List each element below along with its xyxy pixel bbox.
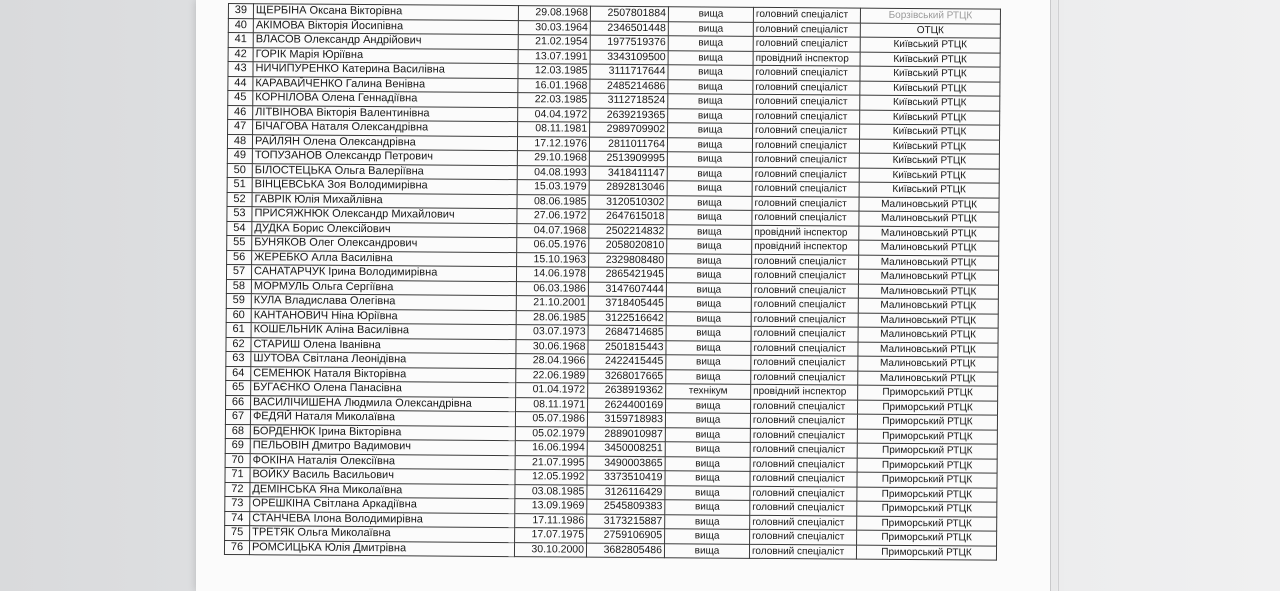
tax-code-cell: 3159718983 [587,412,665,427]
row-number-cell: 64 [226,366,251,381]
department-cell: Київський РТЦК [860,52,1000,68]
department-cell: Малиновський РТЦК [858,298,998,314]
position-cell: головний спеціаліст [751,297,858,312]
row-number-cell: 60 [226,308,251,323]
tax-code-cell: 2513909995 [589,151,667,166]
birth-date-cell: 30.10.2000 [514,542,586,557]
row-number-cell: 75 [225,525,250,540]
department-cell: Приморський РТЦК [858,385,998,401]
tax-code-cell: 3268017665 [588,369,666,384]
department-cell: Малиновський РТЦК [858,269,998,285]
education-cell: вища [668,123,753,138]
department-cell: Приморський РТЦК [857,458,997,474]
position-cell: головний спеціаліст [752,254,859,269]
row-number-cell: 74 [225,511,250,526]
department-cell: Київський РТЦК [859,139,999,155]
row-number-cell: 66 [226,395,251,410]
row-number-cell: 46 [228,105,253,120]
tax-code-cell: 3126116429 [587,485,665,500]
education-cell: вища [665,529,750,544]
row-number-cell: 48 [227,134,252,149]
department-cell: Київський РТЦК [860,81,1000,97]
row-number-cell: 57 [226,264,251,279]
position-cell: головний спеціаліст [751,399,858,414]
department-cell: ОТЦК [860,23,1000,39]
position-cell: головний спеціаліст [751,268,858,283]
education-cell: вища [664,543,749,558]
row-number-cell: 65 [226,380,251,395]
row-number-cell: 51 [227,177,252,192]
birth-date-cell: 08.11.1981 [518,122,590,137]
tax-code-cell: 2865421945 [588,267,666,282]
position-cell: головний спеціаліст [751,355,858,370]
employee-name-cell: АКІМОВА Вікторія Йосипівна [253,18,518,34]
education-cell: вища [666,398,751,413]
position-cell: головний спеціаліст [752,210,859,225]
row-number-cell: 53 [227,206,252,221]
tax-code-cell: 3418411147 [589,166,667,181]
row-number-cell: 49 [227,148,252,163]
education-cell: вища [667,239,752,254]
birth-date-cell: 05.02.1979 [515,426,587,441]
education-cell: вища [667,210,752,225]
tax-code-cell: 3122516642 [588,311,666,326]
tax-code-cell: 1977519376 [590,35,668,50]
employee-name-cell: ТОПУЗАНОВ Олександр Петрович [252,149,517,165]
department-cell: Малиновський РТЦК [859,197,999,213]
employee-name-cell: БОРДЕНЮК Ірина Вікторівна [250,424,515,440]
department-cell: Малиновський РТЦК [858,342,998,358]
row-number-cell: 52 [227,192,252,207]
employee-name-cell: ВАСИЛІЧИШЕНА Людмила Олександрівна [251,395,516,411]
education-cell: вища [665,427,750,442]
row-number-cell: 54 [227,221,252,236]
row-number-cell: 58 [226,279,251,294]
education-cell: вища [667,224,752,239]
birth-date-cell: 16.01.1968 [518,78,590,93]
education-cell: вища [667,137,752,152]
tax-code-cell: 2624400169 [588,398,666,413]
birth-date-cell: 22.06.1989 [516,368,588,383]
tax-code-cell: 2684714685 [588,325,666,340]
row-number-cell: 55 [227,235,252,250]
education-cell: вища [666,297,751,312]
department-cell: Приморський РТЦК [857,414,997,430]
position-cell: головний спеціаліст [750,529,857,544]
employee-name-cell: ПРИСЯЖНЮК Олександр Михайлович [252,207,517,223]
tax-code-cell: 2502214832 [589,224,667,239]
department-cell: Київський РТЦК [860,124,1000,140]
department-cell: Приморський РТЦК [857,443,997,459]
tax-code-cell: 2759106905 [587,528,665,543]
department-cell: Малиновський РТЦК [859,255,999,271]
employee-name-cell: ФЕДЯЙ Наталя Миколаївна [250,410,515,426]
birth-date-cell: 14.06.1978 [516,267,588,282]
tax-code-cell: 2811011764 [589,137,667,152]
department-cell: Київський РТЦК [860,37,1000,53]
position-cell: головний спеціаліст [753,36,860,51]
position-cell: головний спеціаліст [752,152,859,167]
birth-date-cell: 08.11.1971 [516,397,588,412]
education-cell: технікум [666,384,751,399]
row-number-cell: 73 [225,496,250,511]
employee-name-cell: КОРНІЛОВА Олена Геннадіївна [253,91,518,107]
employee-name-cell: ВІНЦЕВСЬКА Зоя Володимирівна [252,178,517,194]
row-number-cell: 45 [228,91,253,106]
position-cell: головний спеціаліст [753,7,860,22]
education-cell: вища [666,340,751,355]
birth-date-cell: 04.07.1968 [517,223,589,238]
row-number-cell: 72 [225,482,250,497]
birth-date-cell: 27.06.1972 [517,209,589,224]
department-cell: Малиновський РТЦК [858,371,998,387]
row-number-cell: 43 [228,62,253,77]
tax-code-cell: 2892813046 [589,180,667,195]
employee-name-cell: ШУТОВА Світлана Леонідівна [251,352,516,368]
employee-name-cell: ВЛАСОВ Олександр Андрійович [253,33,518,49]
department-cell: Київський РТЦК [859,168,999,184]
education-cell: вища [667,166,752,181]
position-cell: головний спеціаліст [751,341,858,356]
row-number-cell: 56 [227,250,252,265]
employee-name-cell: КАРАВАЙЧЕНКО Галина Венівна [253,76,518,92]
department-cell: Приморський РТЦК [856,545,996,561]
employee-name-cell: ЩЕРБІНА Оксана Вікторівна [253,4,518,20]
employee-name-cell: ЛІТВІНОВА Вікторія Валентинівна [253,105,518,121]
birth-date-cell: 03.08.1985 [515,484,587,499]
education-cell: вища [668,36,753,51]
tax-code-cell: 2989709902 [590,122,668,137]
education-cell: вища [667,195,752,210]
employee-name-cell: ОРЕШКІНА Світлана Аркадіївна [250,497,515,513]
paper-stack-edge-2 [1058,0,1064,591]
row-number-cell: 50 [227,163,252,178]
tax-code-cell: 3173215887 [587,514,665,529]
tax-code-cell: 2485214686 [590,79,668,94]
employee-name-cell: САНАТАРЧУК Ірина Володимирівна [251,265,516,281]
employee-name-cell: БІЛОСТЕЦЬКА Ольга Валеріївна [252,163,517,179]
row-number-cell: 76 [224,540,249,555]
row-number-cell: 47 [228,120,253,135]
employee-name-cell: МОРМУЛЬ Ольга Сергіївна [251,279,516,295]
birth-date-cell: 04.08.1993 [517,165,589,180]
tax-code-cell: 2545809383 [587,499,665,514]
department-cell: Борзівський РТЦК [860,8,1000,24]
row-number-cell: 69 [225,438,250,453]
tax-code-cell: 2639219365 [590,108,668,123]
employee-name-cell: ДЕМІНСЬКА Яна Миколаївна [250,482,515,498]
tax-code-cell: 3120510302 [589,195,667,210]
education-cell: вища [667,152,752,167]
tax-code-cell: 2507801884 [590,6,668,21]
birth-date-cell: 15.10.1963 [517,252,589,267]
birth-date-cell: 12.03.1985 [518,64,590,79]
employee-name-cell: КОШЕЛЬНИК Аліна Василівна [251,323,516,339]
position-cell: головний спеціаліст [752,181,859,196]
birth-date-cell: 01.04.1972 [516,383,588,398]
education-cell: вища [668,94,753,109]
birth-date-cell: 21.10.2001 [516,296,588,311]
employee-name-cell: ПЕЛЬОВІН Дмитро Вадимович [250,439,515,455]
row-number-cell: 67 [225,409,250,424]
department-cell: Київський РТЦК [859,182,999,198]
tax-code-cell: 2346501448 [590,21,668,36]
education-cell: вища [668,7,753,22]
education-cell: вища [666,311,751,326]
staff-table-body [224,4,1000,561]
position-cell: головний спеціаліст [751,326,858,341]
tax-code-cell: 2058020810 [589,238,667,253]
birth-date-cell: 06.05.1976 [517,238,589,253]
education-cell: вища [668,50,753,65]
birth-date-cell: 17.11.1986 [515,513,587,528]
row-number-cell: 59 [226,293,251,308]
birth-date-cell: 13.07.1991 [518,49,590,64]
department-cell: Київський РТЦК [860,66,1000,82]
department-cell: Приморський РТЦК [857,516,997,532]
employee-name-cell: БУНЯКОВ Олег Олександрович [252,236,517,252]
tax-code-cell: 3718405445 [588,296,666,311]
tax-code-cell: 3111717644 [590,64,668,79]
tax-code-cell: 2638919362 [588,383,666,398]
position-cell: провідний інспектор [752,225,859,240]
birth-date-cell: 29.10.1968 [517,151,589,166]
position-cell: провідний інспектор [753,51,860,66]
employee-name-cell: НИЧИПУРЕНКО Катерина Василівна [253,62,518,78]
education-cell: вища [665,485,750,500]
employee-name-cell: ФОКІНА Наталія Олексіївна [250,453,515,469]
position-cell: головний спеціаліст [753,123,860,138]
tax-code-cell: 3373510419 [587,470,665,485]
birth-date-cell: 06.03.1986 [516,281,588,296]
row-number-cell: 41 [228,33,253,48]
row-number-cell: 61 [226,322,251,337]
birth-date-cell: 30.03.1964 [518,20,590,35]
position-cell: провідний інспектор [752,239,859,254]
staff-table-wrapper [224,3,1000,561]
position-cell: головний спеціаліст [751,283,858,298]
education-cell: вища [665,500,750,515]
birth-date-cell: 16.06.1994 [515,441,587,456]
department-cell: Приморський РТЦК [857,530,997,546]
tax-code-cell: 2889010987 [587,427,665,442]
department-cell: Приморський РТЦК [858,400,998,416]
department-cell: Київський РТЦК [860,110,1000,126]
row-number-cell: 44 [228,76,253,91]
department-cell: Приморський РТЦК [857,487,997,503]
department-cell: Малиновський РТЦК [859,211,999,227]
tax-code-cell: 3343109500 [590,50,668,65]
tax-code-cell: 3147607444 [588,282,666,297]
birth-date-cell: 17.07.1975 [515,528,587,543]
position-cell: головний спеціаліст [750,428,857,443]
position-cell: головний спеціаліст [752,196,859,211]
birth-date-cell: 30.06.1968 [516,339,588,354]
position-cell: головний спеціаліст [750,486,857,501]
department-cell: Приморський РТЦК [857,429,997,445]
birth-date-cell: 21.07.1995 [515,455,587,470]
tax-code-cell: 3490003865 [587,456,665,471]
tax-code-cell: 3112718524 [590,93,668,108]
employee-name-cell: ВОЙКУ Василь Васильович [250,468,515,484]
education-cell: вища [667,181,752,196]
department-cell: Малиновський РТЦК [859,240,999,256]
birth-date-cell: 08.06.1985 [517,194,589,209]
position-cell: головний спеціаліст [750,500,857,515]
paper-stack-edge [1050,0,1057,591]
position-cell: головний спеціаліст [753,80,860,95]
education-cell: вища [668,65,753,80]
position-cell: головний спеціаліст [753,22,860,37]
position-cell: головний спеціаліст [749,544,856,559]
row-number-cell: 39 [228,4,253,19]
department-cell: Малиновський РТЦК [858,356,998,372]
department-cell: Малиновський РТЦК [859,226,999,242]
employee-name-cell: СТАРИШ Олена Іванівна [251,337,516,353]
birth-date-cell: 28.06.1985 [516,310,588,325]
row-number-cell: 68 [225,424,250,439]
position-cell: головний спеціаліст [752,138,859,153]
employee-name-cell: КУЛА Владислава Олегівна [251,294,516,310]
education-cell: вища [666,355,751,370]
education-cell: вища [665,456,750,471]
tax-code-cell: 3682805486 [586,543,664,558]
education-cell: вища [665,514,750,529]
birth-date-cell: 13.09.1969 [515,499,587,514]
position-cell: провідний інспектор [751,384,858,399]
birth-date-cell: 22.03.1985 [518,93,590,108]
tax-code-cell: 2647615018 [589,209,667,224]
education-cell: вища [665,413,750,428]
education-cell: вища [666,268,751,283]
department-cell: Малиновський РТЦК [858,284,998,300]
row-number-cell: 40 [228,18,253,33]
birth-date-cell: 29.08.1968 [518,6,590,21]
birth-date-cell: 04.04.1972 [518,107,590,122]
employee-name-cell: СЕМЕНЮК Наталя Вікторівна [251,366,516,382]
employee-name-cell: БІЧАГОВА Наталя Олександрівна [253,120,518,136]
position-cell: головний спеціаліст [750,515,857,530]
employee-name-cell: ГОРІК Марія Юріївна [253,47,518,63]
education-cell: вища [665,471,750,486]
tax-code-cell: 2329808480 [589,253,667,268]
position-cell: головний спеціаліст [751,312,858,327]
department-cell: Малиновський РТЦК [858,327,998,343]
position-cell: головний спеціаліст [753,65,860,80]
row-number-cell: 62 [226,337,251,352]
employee-name-cell: БУГАЄНКО Олена Панасівна [251,381,516,397]
employee-name-cell: КАНТАНОВИЧ Ніна Юріївна [251,308,516,324]
tax-code-cell: 2422415445 [588,354,666,369]
birth-date-cell: 05.07.1986 [515,412,587,427]
education-cell: вища [668,79,753,94]
staff-table [224,3,1001,561]
tax-code-cell: 3450008251 [587,441,665,456]
employee-name-cell: ТРЕТЯК Ольга Миколаївна [250,526,515,542]
employee-name-cell: ДУДКА Борис Олексійович [252,221,517,237]
education-cell: вища [668,108,753,123]
birth-date-cell: 12.05.1992 [515,470,587,485]
position-cell: головний спеціаліст [750,413,857,428]
position-cell: головний спеціаліст [753,94,860,109]
birth-date-cell: 21.02.1954 [518,35,590,50]
birth-date-cell: 28.04.1966 [516,354,588,369]
employee-name-cell: ЖЕРЕБКО Алла Василівна [252,250,517,266]
position-cell: головний спеціаліст [750,442,857,457]
birth-date-cell: 03.07.1973 [516,325,588,340]
position-cell: головний спеціаліст [750,471,857,486]
department-cell: Київський РТЦК [860,95,1000,111]
education-cell: вища [667,253,752,268]
education-cell: вища [666,369,751,384]
row-number-cell: 70 [225,453,250,468]
education-cell: вища [665,442,750,457]
position-cell: головний спеціаліст [753,109,860,124]
employee-name-cell: ГАВРІК Юлія Михайлівна [252,192,517,208]
employee-name-cell: РАЙЛЯН Олена Олександрівна [252,134,517,150]
birth-date-cell: 15.03.1979 [517,180,589,195]
department-cell: Малиновський РТЦК [858,313,998,329]
position-cell: головний спеціаліст [752,167,859,182]
department-cell: Київський РТЦК [859,153,999,169]
birth-date-cell: 17.12.1976 [517,136,589,151]
education-cell: вища [666,282,751,297]
employee-name-cell: СТАНЧЕВА Ілона Володимирівна [250,511,515,527]
tax-code-cell: 2501815443 [588,340,666,355]
employee-name-cell: РОМСИЦЬКА Юлія Дмитрівна [249,540,514,556]
position-cell: головний спеціаліст [751,370,858,385]
row-number-cell: 71 [225,467,250,482]
education-cell: вища [668,21,753,36]
department-cell: Приморський РТЦК [857,472,997,488]
position-cell: головний спеціаліст [750,457,857,472]
department-cell: Приморський РТЦК [857,501,997,517]
row-number-cell: 42 [228,47,253,62]
row-number-cell: 63 [226,351,251,366]
education-cell: вища [666,326,751,341]
